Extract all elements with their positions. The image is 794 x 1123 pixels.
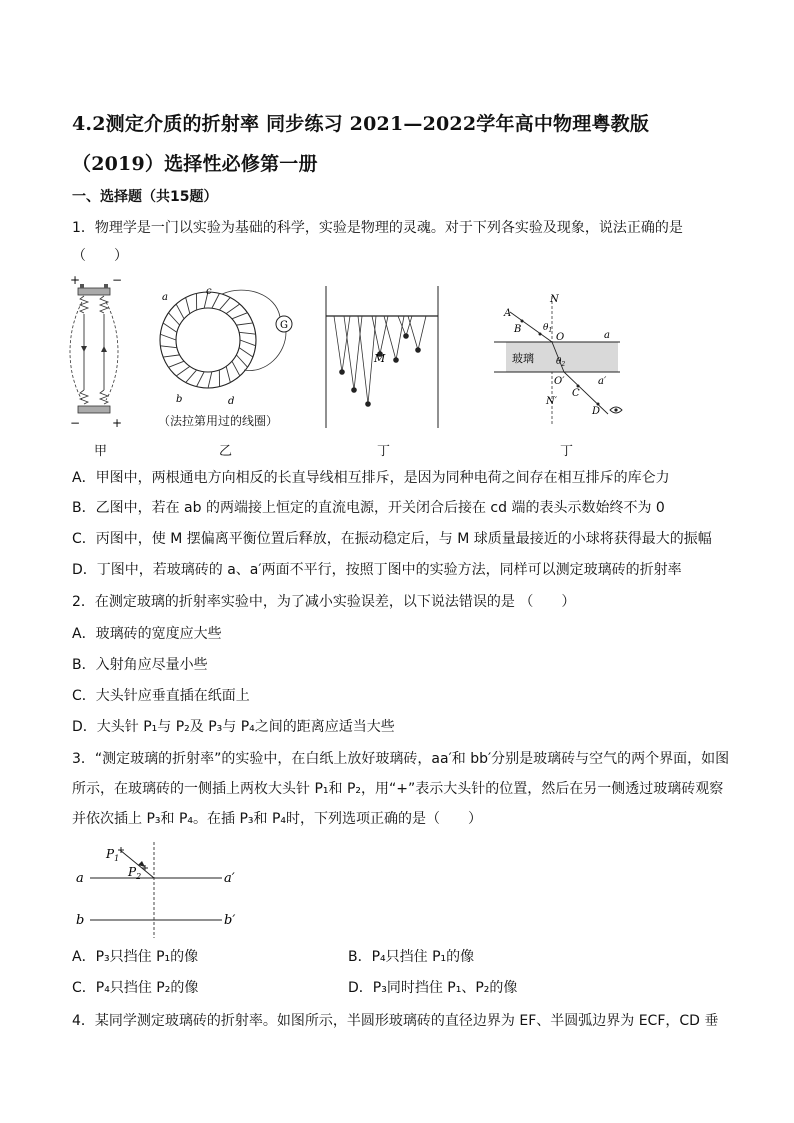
fig-d-letter-a: a [604, 330, 610, 341]
fig-d-letter-N2: N′ [546, 396, 558, 407]
fig-d-letter-a2: a′ [598, 376, 607, 387]
title-line-1: 4.2测定介质的折射率 同步练习 2021—2022学年高中物理粤教版 [72, 113, 650, 135]
fig-a-sign-br: + [112, 416, 123, 430]
figure-ding [492, 290, 632, 430]
coil-winding [186, 370, 197, 383]
fig-b-letter-b: b [176, 394, 183, 404]
q3-fig-pin-p2: $P_2$ [128, 865, 142, 881]
fig-d-glass: 玻璃 [512, 352, 534, 365]
figure-yi [146, 284, 306, 404]
coil-winding [226, 366, 230, 382]
fig-label-yi: 乙 [219, 444, 233, 459]
q1-stem-line-1: 1．物理学是一门以实验为基础的科学，实验是物理的灵魂。对于下列各实验及现象，说法正确的是 [72, 220, 683, 236]
fig-d-theta1: $\theta_1$ [543, 323, 553, 334]
q2-option-d: D．大头针 P₁与 P₂及 P₃与 P₄之间的距离应适当大些 [72, 719, 395, 735]
coil-winding [240, 340, 256, 346]
figure-q3 [72, 840, 242, 940]
fig-a-sign-bl: − [70, 416, 81, 430]
fig-b-letter-c: c [206, 286, 212, 297]
fig-a-sign-tr: − [112, 273, 123, 287]
q2-option-a: A．玻璃砖的宽度应大些 [72, 626, 222, 642]
coil-winding [163, 355, 180, 357]
q3-fig-letter-b: b [76, 913, 85, 928]
fig-d-letter-C: C [572, 388, 580, 399]
figure-jia [64, 272, 132, 432]
q2-stem: 2．在测定玻璃的折射率实验中，为了减小实验误差，以下说法错误的是 （ ） [72, 594, 576, 610]
title-line-2: （2019）选择性必修第一册 [72, 153, 318, 175]
q3-fig-letter-b2: b′ [224, 913, 236, 928]
coil-winding [168, 313, 179, 325]
coil-winding [186, 298, 190, 314]
coil-winding [169, 361, 185, 367]
q1-option-d: D．丁图中，若玻璃砖的 a、a′两面不平行，按照丁图中的实验方法，同样可以测定玻璃砖的折射率 [72, 562, 682, 578]
fig-b-caption: （法拉第用过的线圈） [158, 414, 279, 428]
coil-winding [232, 361, 240, 376]
fig-b-letter-G: G [280, 320, 288, 331]
q2-option-c: C．大头针应垂直插在纸面上 [72, 688, 250, 704]
coil-winding [197, 372, 205, 387]
coil-winding [236, 323, 253, 325]
fig-a-sign-tl: + [70, 273, 81, 287]
section-heading: 一、选择题（共15题） [72, 189, 218, 205]
fig-d-letter-O2: O′ [554, 376, 565, 387]
q3-option-b: B．P₄只挡住 P₁的像 [348, 949, 475, 965]
q2-option-b: B．入射角应尽量小些 [72, 657, 208, 673]
q3-fig-letter-a: a [76, 871, 84, 886]
coil-winding [219, 297, 230, 310]
fig-d-letter-D: D [592, 406, 601, 417]
fig-b-letter-a: a [162, 292, 168, 303]
q1-option-c: C．丙图中，使 M 摆偏离平衡位置后释放，在振动稳定后，与 M 球质量最接近的小球将获得最大的振幅 [72, 531, 712, 547]
coil-winding [160, 334, 176, 340]
coil-winding [232, 313, 248, 319]
fig-label-bing: 丁 [377, 444, 391, 459]
fig-b-letter-d: d [228, 396, 235, 404]
fig-d-theta2: $\theta_2$ [556, 357, 566, 368]
coil-winding [176, 304, 184, 319]
q3-option-a: A．P₃只挡住 P₁的像 [72, 949, 199, 965]
coil-winding [163, 323, 177, 332]
fig-c-letter-M: M [374, 352, 386, 365]
coil-winding [176, 366, 190, 376]
coil-winding [160, 346, 177, 348]
coil-winding [212, 293, 220, 308]
q3-stem-line-3: 并依次插上 P₃和 P₄。在插 P₃和 P₄时，下列选项正确的是（ ） [72, 811, 483, 827]
q1-option-b: B．乙图中，若在 ab 的两端接上恒定的直流电源，开关闭合后接在 cd 端的表头示数始终不为 0 [72, 500, 665, 516]
q1-option-a: A．甲图中，两根通电方向相反的长直导线相互排斥，是因为同种电荷之间存在相互排斥的库仑力 [72, 470, 670, 486]
q1-stem-line-2: （ ） [72, 248, 128, 264]
coil-winding [226, 304, 240, 314]
fig-label-jia: 甲 [94, 444, 108, 459]
q3-option-c: C．P₄只挡住 P₂的像 [72, 980, 199, 996]
q4-stem-line-1: 4．某同学测定玻璃砖的折射率。如图所示，半圆形玻璃砖的直径边界为 EF、半圆弧边界为 ECF，CD 垂 [72, 1013, 719, 1029]
q3-fig-letter-a2: a′ [224, 871, 235, 886]
document-title [72, 104, 732, 184]
coil-winding [239, 348, 253, 357]
coil-winding [208, 372, 212, 388]
q3-stem-line-1: 3．“测定玻璃的折射率”的实验中，在白纸上放好玻璃砖，aa′和 bb′分别是玻璃砖与空气的两个界面，如图 [72, 751, 730, 767]
q3-option-d: D．P₃同时挡住 P₁、P₂的像 [348, 980, 518, 996]
fig-d-letter-A: A [504, 308, 512, 319]
q3-fig-pin-p1: $P_1$ [106, 847, 120, 863]
fig-label-ding: 丁 [560, 444, 574, 459]
coil-winding [236, 355, 247, 367]
figure-bing [322, 286, 442, 430]
fig-d-letter-O: O [556, 332, 565, 343]
fig-d-letter-N: N [550, 294, 559, 305]
coil-winding [239, 332, 256, 334]
fig-d-letter-B: B [514, 324, 522, 335]
q3-stem-line-2: 所示，在玻璃砖的一侧插上两枚大头针 P₁和 P₂，用“+”表示大头针的位置，然后在另一侧透过玻璃砖观察 [72, 781, 724, 797]
